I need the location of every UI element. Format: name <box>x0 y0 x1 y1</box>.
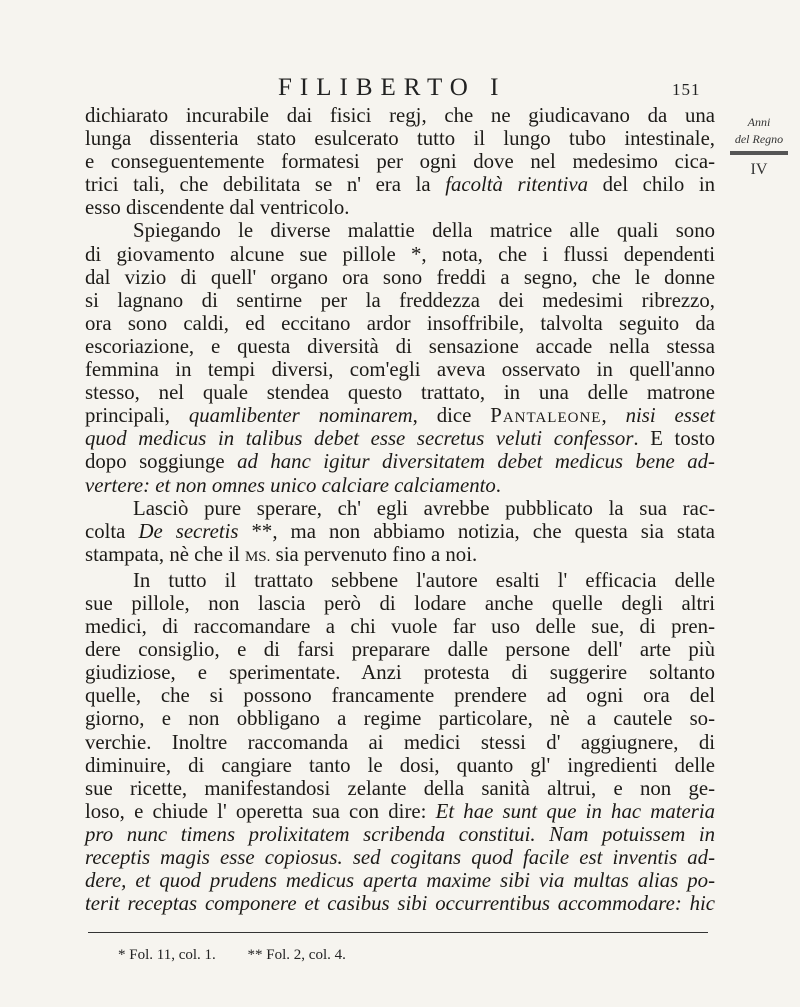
text-line: escoriazione, e questa diversità di sensazione accade nella stessa <box>85 334 715 358</box>
text-line: femmina in tempi diversi, com'egli aveva osservato in quell'anno <box>85 358 715 382</box>
text-line: stesso, nel quale stendea questo trattato, in una delle matrone <box>85 381 715 405</box>
text-line: trici tali, che debilitata se n' era la facoltà ritentiva del chilo in <box>85 173 715 197</box>
text-line: quelle, che si possono francamente prendere ad ogni ora del <box>85 684 715 708</box>
text-line: di giovamento alcune sue pillole *, nota, che i flussi dependenti <box>85 242 715 266</box>
text-line: dere, et quod prudens medicus aperta maxime sibi via multas alias po- <box>85 869 715 893</box>
footnote-1: * Fol. 11, col. 1. <box>118 947 216 963</box>
text-line: dal vizio di quell' organo ora sono freddi a segno, che le donne <box>85 265 715 289</box>
text-line: quod medicus in talibus debet esse secretus veluti confessor. E tosto <box>85 427 715 451</box>
margin-note-line1: Anni <box>747 115 771 129</box>
text-line: si lagnano di sentirne per la freddezza dei medesimi ribrezzo, <box>85 288 715 312</box>
text-line: e conseguentemente formatesi per ogni dove nel medesimo cica- <box>85 150 715 174</box>
regnal-year: IV <box>750 161 768 178</box>
text-line: lunga dissenteria stato esulcerato tutto il lungo tubo intestinale, <box>85 127 715 151</box>
text-line: giudiziose, e sperimentate. Anzi protesta di suggerire soltanto <box>85 661 715 685</box>
text-line: In tutto il trattato sebbene l'autore esalti l' efficacia delle <box>133 568 715 592</box>
footnote-rule <box>88 932 708 933</box>
text-line: Spiegando le diverse malattie della matrice alle quali sono <box>133 219 715 243</box>
text-line: ora sono caldi, ed eccitano ardor insoffribile, talvolta seguito da <box>85 311 715 335</box>
margin-note-line2: del Regno <box>734 132 784 146</box>
text-line: stampata, nè che il MS. sia pervenuto fino a noi. <box>85 542 478 566</box>
body-text <box>85 104 715 915</box>
text-line: dichiarato incurabile dai fisici regj, che ne giudicavano da una <box>85 104 715 127</box>
text-line: verchie. Inoltre raccomanda ai medici stessi d' aggiugnere, di <box>85 730 715 754</box>
text-line: sue pillole, non lascia però di lodare anche quelle degli altri <box>85 591 715 615</box>
page-number: 151 <box>672 80 701 99</box>
text-line: esso discendente dal ventricolo. <box>85 196 350 220</box>
text-line: pro nunc timens prolixitatem scribenda constitui. Nam potuissem in <box>85 822 715 846</box>
text-line: principali, quamlibenter nominarem, dice Pantaleone, nisi esset <box>85 404 715 428</box>
text-line: diminuire, di cangiare tanto le dosi, quanto gl' ingredienti delle <box>85 753 715 777</box>
margin-note <box>720 114 798 178</box>
text-line: vertere: et non omnes unico calciare calciamento. <box>85 473 501 497</box>
margin-divider <box>730 151 788 155</box>
footnote-2: ** Fol. 2, col. 4. <box>247 947 346 963</box>
text-line: giorno, e non obbligano a regime particolare, nè a cautele so- <box>85 707 715 731</box>
text-line: loso, e chiude l' operetta sua con dire: Et hae sunt que in hac materia <box>85 799 715 823</box>
text-line: dopo soggiunge ad hanc igitur diversitatem debet medicus bene ad- <box>85 450 715 474</box>
text-line: medici, di raccomandare a chi vuole far uso delle sue, di pren- <box>85 615 715 639</box>
text-line: colta De secretis **, ma non abbiamo notizia, che questa sia stata <box>85 519 715 543</box>
text-line: receptis magis esse copiosus. sed cogitans quod facile est inventis ad- <box>85 846 715 869</box>
running-title: FILIBERTO I <box>278 74 507 101</box>
footnotes <box>118 947 374 964</box>
text-line: sue ricette, manifestandosi zelante della sanità altrui, e non ge- <box>85 776 715 800</box>
text-line: dere consiglio, e di farsi preparare dalle persone dell' arte più <box>85 638 715 662</box>
text-line: Lasciò pure sperare, ch' egli avrebbe pubblicato la sua rac- <box>133 496 715 520</box>
text-line: terit receptas componere et casibus sibi occurrentibus accommodare: hic <box>85 892 715 916</box>
